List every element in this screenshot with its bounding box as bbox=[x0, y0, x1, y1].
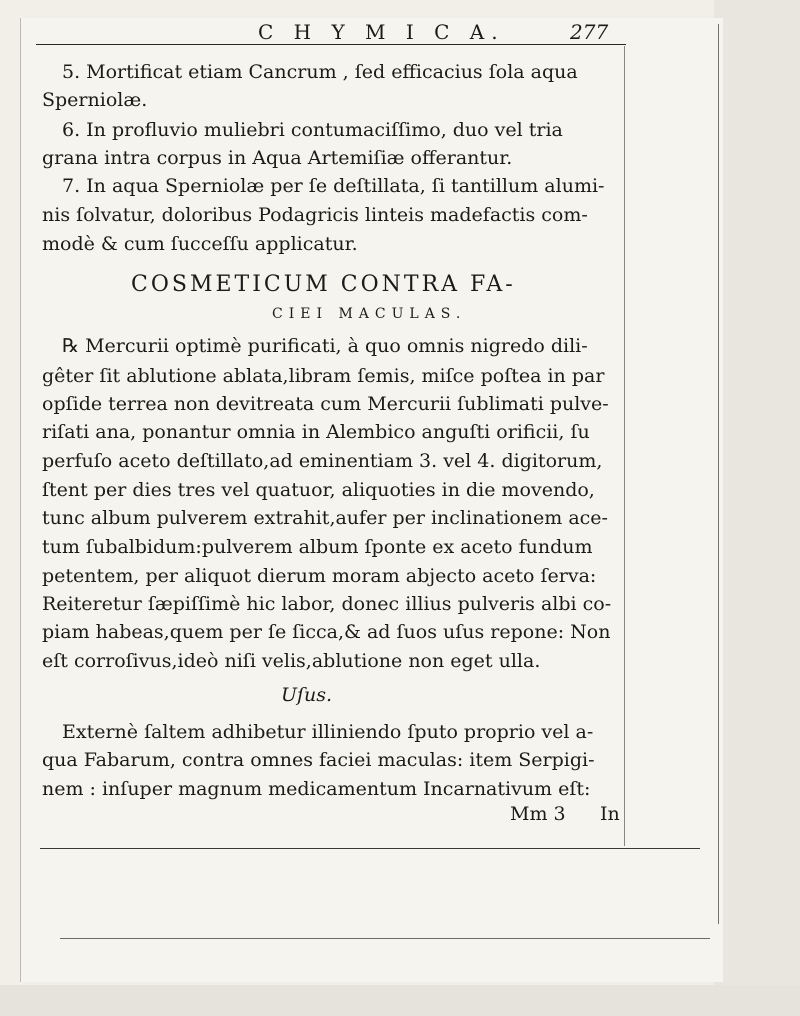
text-line: 7. In aqua Sperniolæ per ſe deſtillata, ſi tantillum alumi- bbox=[62, 175, 605, 197]
text-line: Sperniolæ. bbox=[42, 89, 148, 111]
text-line: grana intra corpus in Aqua Artemiſiæ offerantur. bbox=[42, 147, 513, 169]
scan-background-right bbox=[714, 0, 800, 1016]
recipe-line: tunc album pulverem extrahit,aufer per inclinationem ace- bbox=[42, 507, 608, 529]
page-number: 277 bbox=[570, 20, 609, 44]
usus-line: Externè ſaltem adhibetur illiniendo ſputo proprio vel a- bbox=[62, 721, 594, 743]
running-head: C H Y M I C A. bbox=[258, 20, 505, 44]
recipe-line: ℞ Mercurii optimè purificati, à quo omnis nigredo dili- bbox=[62, 335, 588, 357]
recipe-line: perfuſo aceto deſtillato,ad eminentiam 3. vel 4. digitorum, bbox=[42, 450, 603, 472]
recipe-line: Reiteretur ſæpiſſimè hic labor, donec illius pulveris albi co- bbox=[42, 593, 612, 615]
usus-label: Uſus. bbox=[281, 684, 333, 706]
recipe-line: eſt corroſivus,ideò niſi velis,ablutione non eget ulla. bbox=[42, 650, 541, 672]
scan-background-bottom bbox=[0, 985, 800, 1016]
recipe-line: petentem, per aliquot dierum moram abjecto aceto ſerva: bbox=[42, 565, 597, 587]
usus-line: nem : inſuper magnum medicamentum Incarnativum eſt: bbox=[42, 778, 591, 800]
section-heading: COSMETICUM CONTRA FA- bbox=[131, 272, 516, 297]
usus-line: qua Fabarum, contra omnes faciei maculas: item Serpigi- bbox=[42, 749, 595, 771]
header-rule bbox=[36, 44, 626, 45]
recipe-line: tum ſubalbidum:pulverem album ſponte ex aceto fundum bbox=[42, 536, 593, 558]
text-line: modè & cum ſucceſſu applicatur. bbox=[42, 233, 358, 255]
text-line: 6. In profluvio muliebri contumaciſſimo, duo vel tria bbox=[62, 119, 563, 141]
page-edge-rule bbox=[718, 24, 719, 924]
footer-rule bbox=[40, 848, 700, 849]
recipe-line: riſati ana, ponantur omnia in Alembico anguſti orificii, ſu bbox=[42, 421, 590, 443]
section-subheading: CIEI MACULAS. bbox=[272, 306, 467, 322]
recipe-line: gêter ſit ablutione ablata,libram ſemis, miſce poſtea in par bbox=[42, 365, 605, 387]
catchword: In bbox=[600, 803, 620, 825]
recipe-line: ſtent per dies tres vel quatuor, aliquoties in die movendo, bbox=[42, 479, 595, 501]
page-bottom-edge bbox=[60, 938, 710, 939]
recipe-line: opſide terrea non devitreata cum Mercurii ſublimati pulve- bbox=[42, 393, 609, 415]
text-line: 5. Mortificat etiam Cancrum , ſed efficacius ſola aqua bbox=[62, 61, 578, 83]
text-line: nis ſolvatur, doloribus Podagricis linteis madefactis com- bbox=[42, 204, 588, 226]
signature-mark: Mm 3 bbox=[510, 803, 566, 825]
recipe-line: piam habeas,quem per ſe ſicca,& ad ſuos uſus repone: Non bbox=[42, 621, 611, 643]
